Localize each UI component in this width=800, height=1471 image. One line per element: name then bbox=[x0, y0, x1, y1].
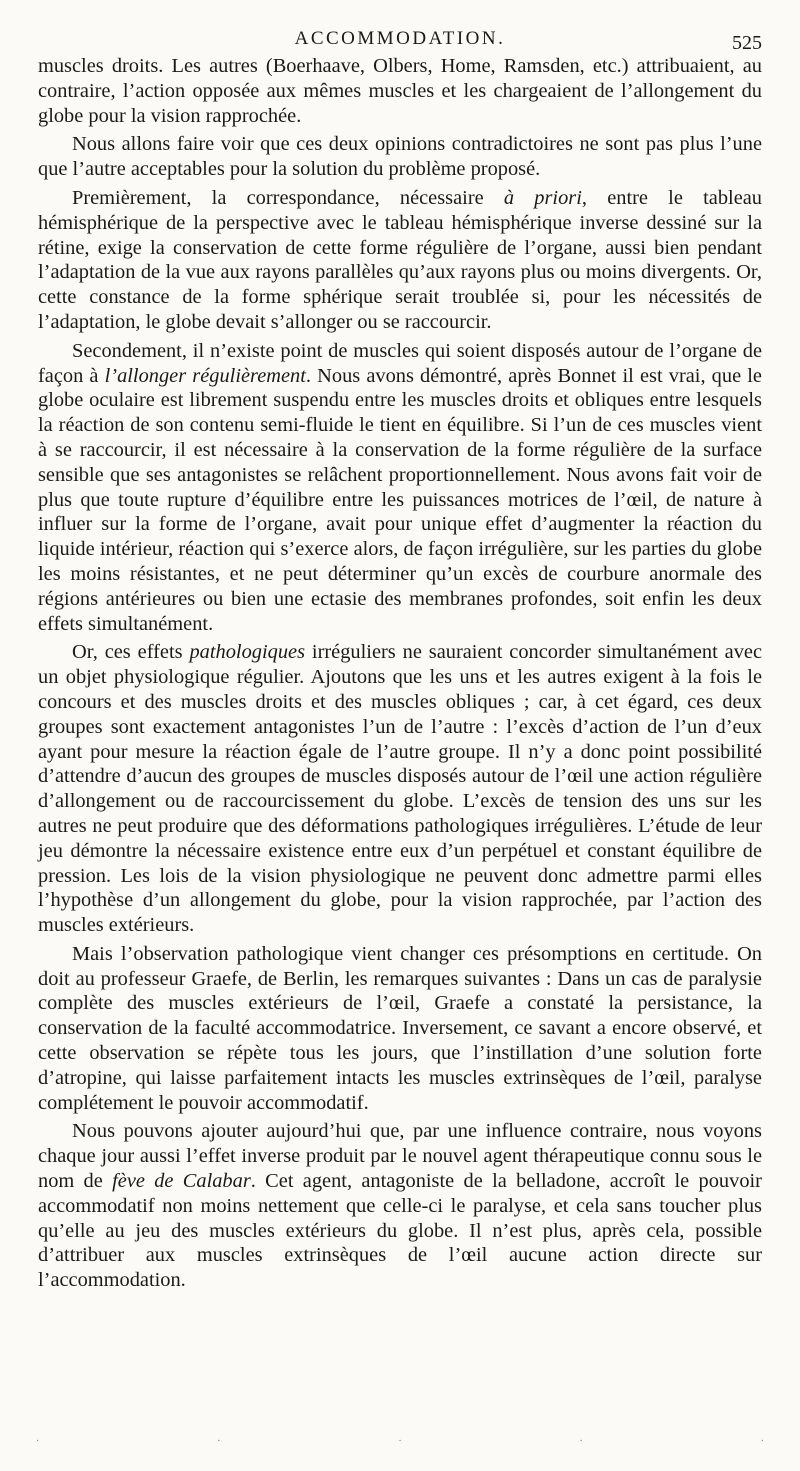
text-run: . Cet agent, antagoniste de la belladone, accroît le pouvoir accommodatif non moins nettement que celle-ci le paralyse, et cela sans toucher plus qu’elle au jeu des muscles extérieurs du globe. Il n’est plus, après cela, possible d’attribuer aux muscles extrinsèques de l’œil aucune action directe sur l’accommodation. bbox=[38, 1170, 762, 1292]
italic-run: à priori bbox=[503, 186, 582, 209]
italic-run: l’allonger régulièrement bbox=[104, 364, 306, 387]
footer-dot: · bbox=[760, 1436, 764, 1447]
text-run: irréguliers ne sauraient concorder simultanément avec un objet physiologique régulier. Ajoutons que les uns et les autres exigent à la fois le concours et des muscles droits et des muscles obliques ; car, à cet égard, ces deux groupes sont exactement antagonistes l’un de l’autre : l’excès d’action de l’un d’eux ayant pour mesure la réaction égale de l’autre groupe. Il n’y a donc point possibilité d’attendre d’aucun des groupes de muscles disposés autour de l’œil une action régulière d’allongement ou de raccourcissement du globe. L’excès de tension des uns sur les autres ne peut produire que des déformations pathologiques irrégulières. L’étude de leur jeu démontre la nécessaire existence entre eux d’un perpétuel et constant équilibre de pression. Les lois de la vision physiologique ne peuvent donc admettre parmi elles l’hypothèse d’un allongement du globe, pour la vision rapprochée, par l’action des muscles extérieurs. bbox=[38, 641, 762, 937]
paragraph bbox=[38, 132, 762, 182]
footer-dot: · bbox=[579, 1436, 583, 1447]
footer-dot: · bbox=[36, 1436, 40, 1447]
running-title: ACCOMMODATION. bbox=[294, 28, 506, 49]
footer-dot: · bbox=[217, 1436, 221, 1447]
text-run: Secondement, il n’existe point de muscles qui soient disposés autour de l’organe de façon à bbox=[38, 339, 762, 387]
text-run: Nous allons faire voir que ces deux opinions contradictoires ne sont pas plus l’une que l’autre acceptables pour la solution du problème proposé. bbox=[38, 133, 762, 181]
text-run: Premièrement, la correspondance, nécessaire bbox=[72, 186, 504, 209]
text-run: Mais l’observation pathologique vient changer ces présomptions en certitude. On doit au professeur Graefe, de Berlin, les remarques suivantes : Dans un cas de paralysie complète des muscles extérieurs de l’œil, Graefe a constaté la persistance, la conservation de la faculté accommodatrice. Inversement, ce savant a encore observé, et cette observation se répète tous les jours, que l’instillation d’une solution forte d’atropine, qui laisse parfaitement intacts les muscles extrinsèques de l’œil, paralyse complétement le pouvoir accommodatif. bbox=[38, 942, 762, 1114]
paragraph bbox=[38, 1119, 762, 1293]
page bbox=[38, 24, 762, 1295]
paragraph bbox=[38, 339, 762, 637]
running-head bbox=[38, 24, 762, 54]
paragraph bbox=[38, 942, 762, 1116]
text-run: . Nous avons démontré, après Bonnet il est vrai, que le globe oculaire est librement suspendu entre les muscles droits et obliques entre lesquels la réaction de son contenu semi-fluide le tient en équilibre. Si l’un de ces muscles vient à se raccourcir, il est nécessaire à la conservation de la forme régulière de la surface sensible que ses antagonistes se relâchent proportionnellement. Nous avons fait voir de plus que toute rupture d’équilibre entre les puissances motrices de l’œil, de nature à influer sur la forme de l’organe, avait pour unique effet d’augmenter la réaction du liquide intérieur, réaction qui s’exerce alors, de façon irrégulière, sur les parties du globe les moins résistantes, et ne peut déterminer qu’un excès de courbure anormale des régions antérieures ou bien une ectasie des membranes profondes, soit enfin les deux effets simultanément. bbox=[38, 364, 762, 635]
text-run: Nous pouvons ajouter aujourd’hui que, par une influence contraire, nous voyons chaque jour aussi l’effet inverse produit par le nouvel agent thérapeutique connu sous le nom de bbox=[38, 1120, 762, 1193]
italic-run: pathologiques bbox=[189, 641, 306, 664]
paragraph bbox=[38, 186, 762, 335]
footer-marks bbox=[36, 1436, 764, 1447]
text-run: , entre le tableau hémisphérique de la perspective avec le tableau hémisphérique inverse dessiné sur la rétine, exige la conservation de cette forme régulière de l’organe, aussi bien pendant l’adaptation de la vue aux rayons parallèles qu’aux rayons plus ou moins divergents. Or, cette constance de la forme sphérique serait troublée si, pour les nécessités de l’adaptation, le globe devait s’allonger ou se raccourcir. bbox=[38, 186, 762, 333]
italic-run: fève de Calabar bbox=[112, 1170, 251, 1193]
footer-dot: · bbox=[398, 1436, 402, 1447]
paragraph bbox=[38, 54, 762, 128]
text-run: Or, ces effets bbox=[72, 641, 190, 664]
page-number: 525 bbox=[732, 32, 762, 54]
text-run: muscles droits. Les autres (Boerhaave, Olbers, Home, Ramsden, etc.) attribuaient, au contraire, l’action opposée aux mêmes muscles et les chargeaient de l’allongement du globe pour la vision rapprochée. bbox=[38, 55, 762, 127]
body-text bbox=[38, 54, 762, 1293]
paragraph bbox=[38, 640, 762, 938]
